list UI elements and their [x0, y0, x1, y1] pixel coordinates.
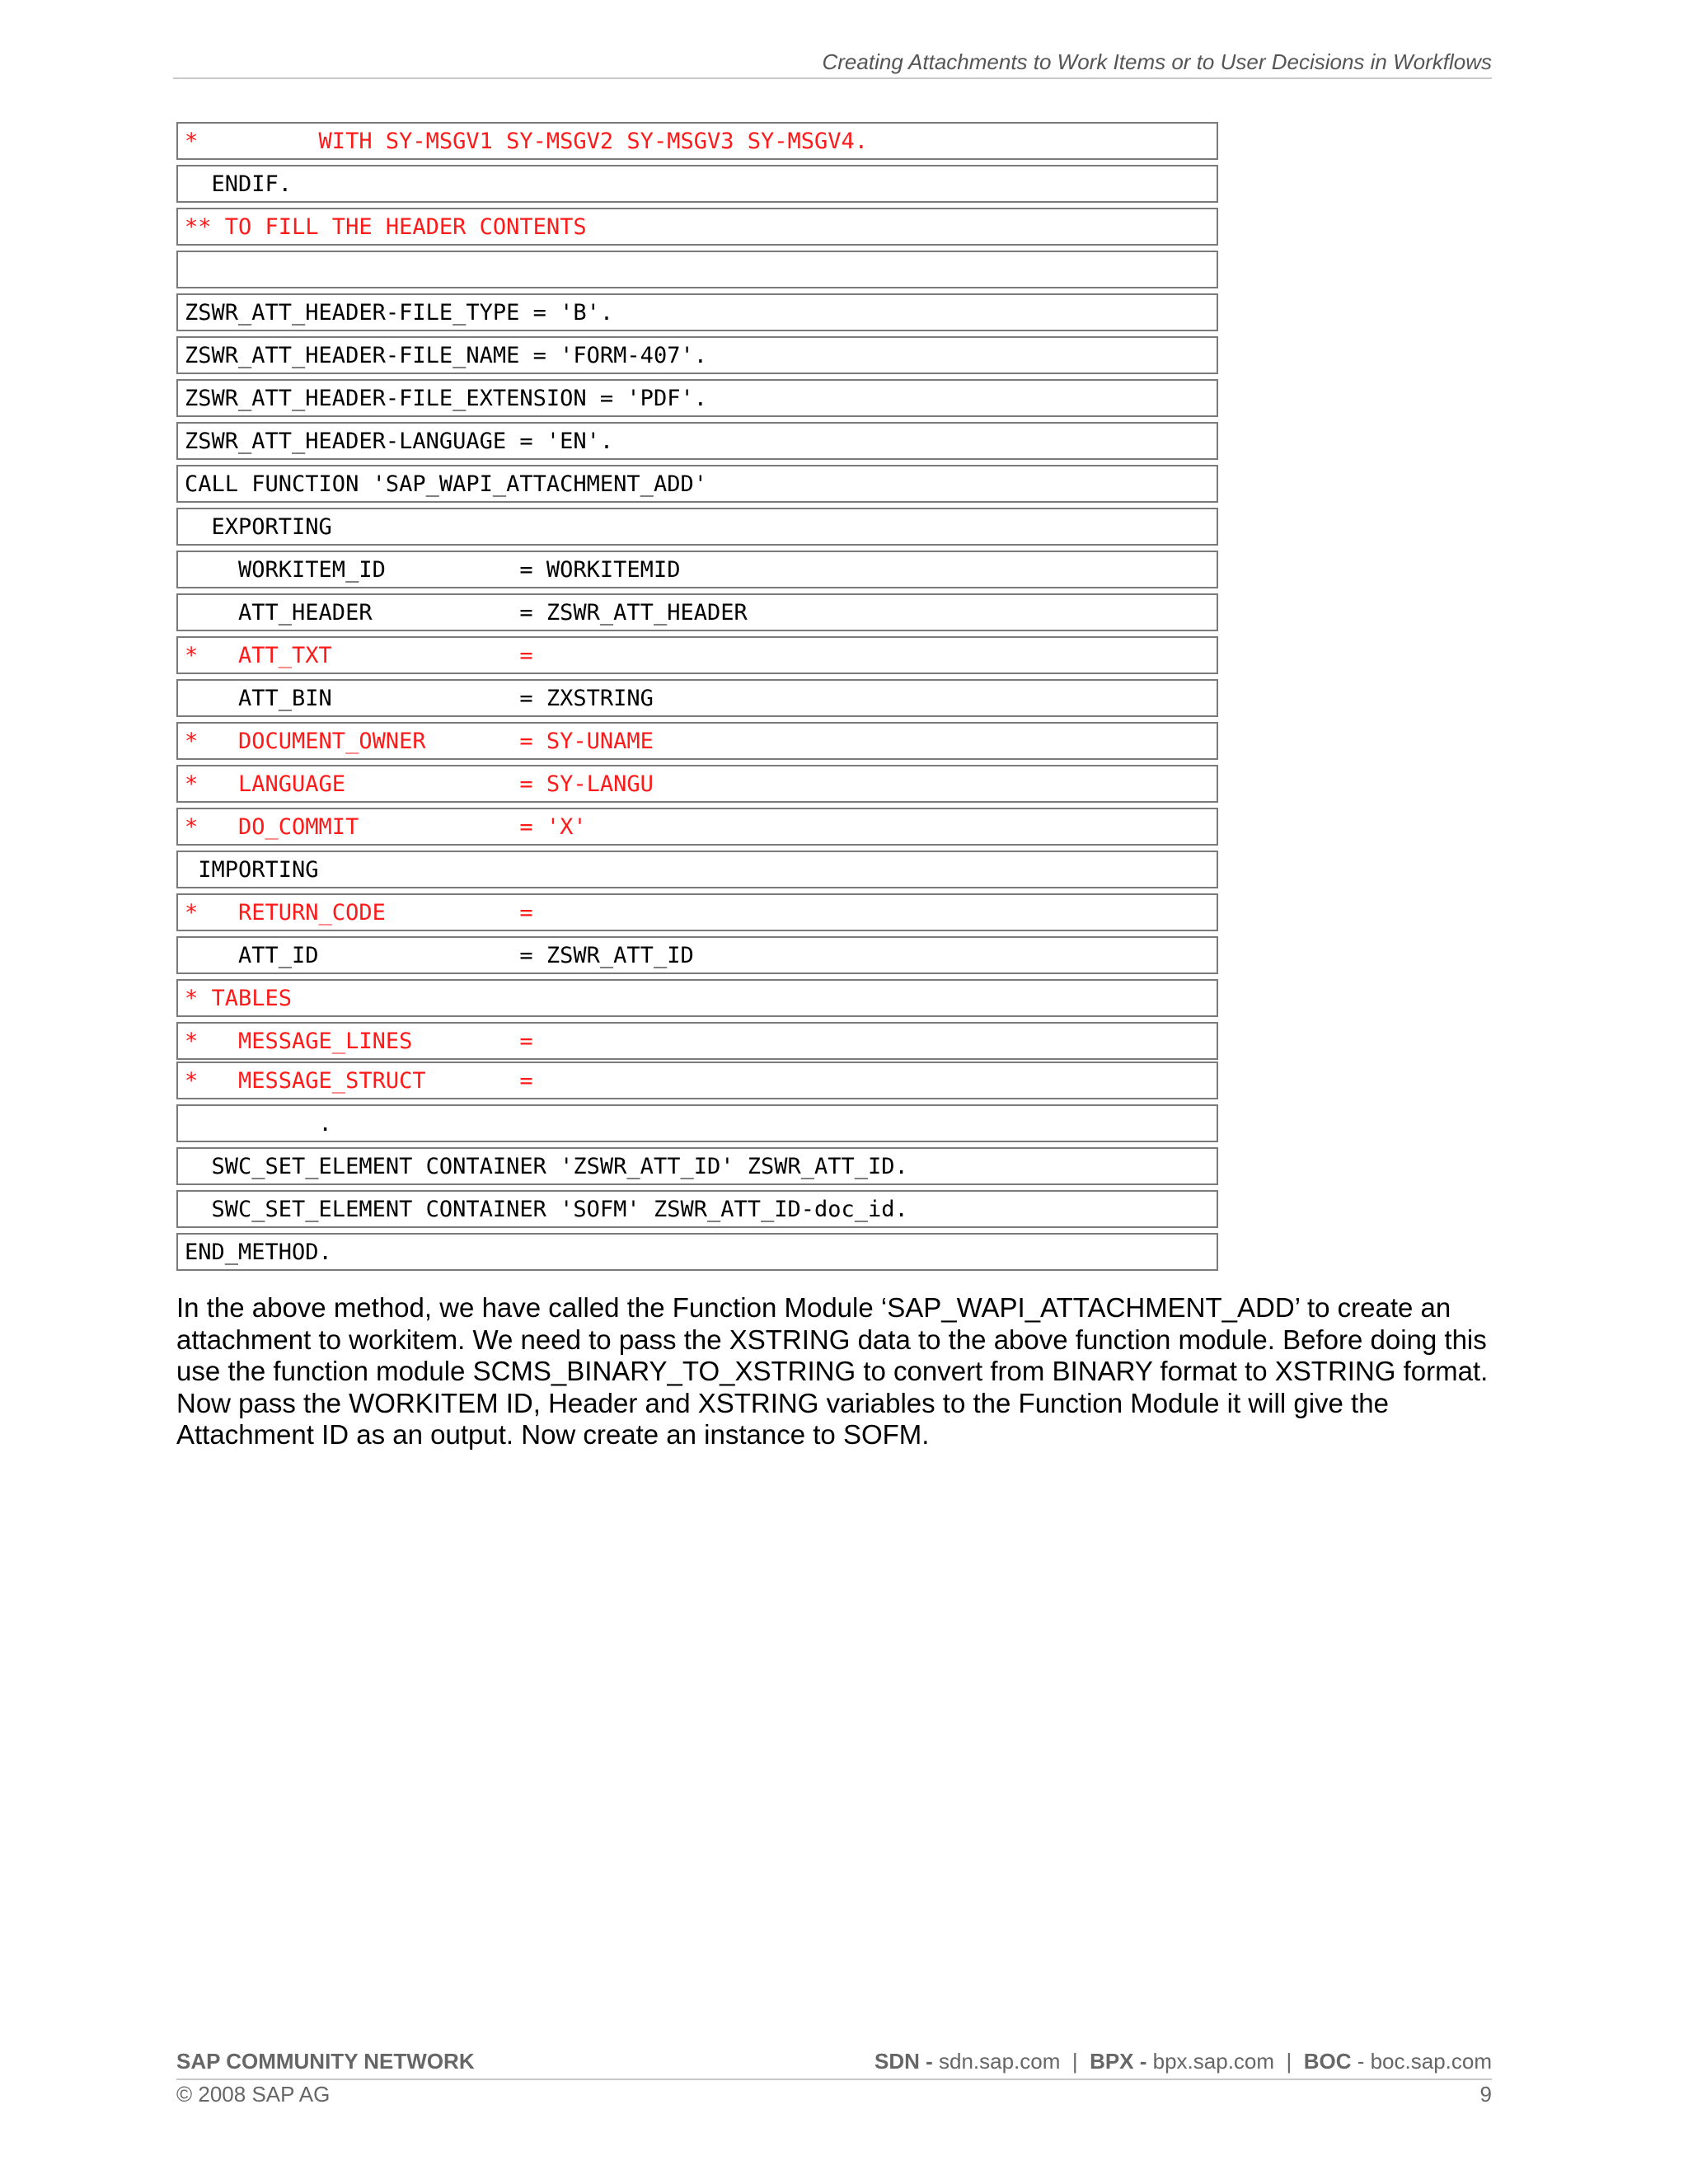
- footer-links: [874, 2049, 1492, 2074]
- code-line-text: * DOCUMENT_OWNER = SY-UNAME: [185, 729, 654, 754]
- sdn-label: SDN -: [874, 2049, 933, 2074]
- code-line-text: CALL FUNCTION 'SAP_WAPI_ATTACHMENT_ADD': [185, 471, 707, 497]
- code-line-text: * TABLES: [185, 986, 293, 1011]
- code-line-text: SWC_SET_ELEMENT CONTAINER 'SOFM' ZSWR_ATT_ID-doc_id.: [185, 1197, 908, 1222]
- code-line-text: * MESSAGE_LINES =: [185, 1029, 533, 1054]
- code-line: [176, 1147, 1218, 1185]
- code-line-text: EXPORTING: [185, 514, 332, 540]
- sdn-link[interactable]: sdn.sap.com: [932, 2049, 1061, 2074]
- code-line: [176, 122, 1218, 160]
- code-line: [176, 379, 1218, 417]
- code-line: [176, 893, 1218, 931]
- code-line-text: IMPORTING: [185, 857, 319, 883]
- code-line: [176, 593, 1218, 631]
- code-line: [176, 422, 1218, 460]
- code-line: [176, 1022, 1218, 1060]
- bpx-link[interactable]: bpx.sap.com: [1146, 2049, 1275, 2074]
- code-line-text: * MESSAGE_STRUCT =: [185, 1068, 533, 1094]
- code-line-text: * RETURN_CODE =: [185, 900, 533, 926]
- code-line-text: ENDIF.: [185, 171, 293, 197]
- code-line-text: ATT_ID = ZSWR_ATT_ID: [185, 943, 694, 968]
- code-line: [176, 465, 1218, 503]
- code-line-text: SWC_SET_ELEMENT CONTAINER 'ZSWR_ATT_ID' ZSWR_ATT_ID.: [185, 1154, 908, 1179]
- code-line-text: * LANGUAGE = SY-LANGU: [185, 771, 654, 797]
- code-line: [176, 765, 1218, 803]
- code-line: [176, 1190, 1218, 1228]
- boc-link[interactable]: - boc.sap.com: [1351, 2049, 1492, 2074]
- code-line-text: * WITH SY-MSGV1 SY-MSGV2 SY-MSGV3 SY-MSGV4.: [185, 129, 869, 154]
- code-listing: [176, 122, 1218, 1276]
- code-line: [176, 1104, 1218, 1142]
- code-line: [176, 979, 1218, 1017]
- boc-label: BOC: [1303, 2049, 1352, 2074]
- copyright: © 2008 SAP AG: [176, 2082, 331, 2107]
- code-line: [176, 636, 1218, 674]
- code-line-text: END_METHOD.: [185, 1240, 332, 1265]
- bpx-label: BPX -: [1090, 2049, 1147, 2074]
- code-line: [176, 508, 1218, 546]
- code-line-text: * DO_COMMIT = 'X': [185, 814, 587, 840]
- code-line: [176, 679, 1218, 717]
- code-line: [176, 208, 1218, 246]
- separator: |: [1060, 2049, 1090, 2074]
- code-line: [176, 808, 1218, 846]
- code-line: [176, 722, 1218, 760]
- code-line-text: .: [185, 1111, 332, 1137]
- body-paragraph: In the above method, we have called the Function Module ‘SAP_WAPI_ATTACHMENT_ADD’ to create an attachment to workitem. We need to pass the XSTRING data to the above function module. Before doing this use the function module SCMS_BINARY_TO_XSTRING to convert from BINARY format to XSTRING format. Now pass the WORKITEM ID, Header and XSTRING variables to the Function Module it will give the Attachment ID as an output. Now create an instance to SOFM.: [176, 1292, 1489, 1450]
- footer-network-name: SAP COMMUNITY NETWORK: [176, 2049, 475, 2074]
- code-line-text: ATT_HEADER = ZSWR_ATT_HEADER: [185, 600, 748, 626]
- code-line: [176, 293, 1218, 331]
- code-line: [176, 1233, 1218, 1271]
- code-line-text: ATT_BIN = ZXSTRING: [185, 686, 654, 711]
- code-line-text: ZSWR_ATT_HEADER-FILE_NAME = 'FORM-407'.: [185, 343, 707, 368]
- code-line: [176, 936, 1218, 974]
- footer-links-bar: [176, 2047, 1492, 2080]
- footer-bottom: [176, 2082, 1492, 2110]
- code-line-text: WORKITEM_ID = WORKITEMID: [185, 557, 681, 583]
- page-header: [173, 46, 1492, 79]
- code-line: [176, 1062, 1218, 1099]
- code-line-text: ** TO FILL THE HEADER CONTENTS: [185, 214, 587, 240]
- code-line-text: ZSWR_ATT_HEADER-LANGUAGE = 'EN'.: [185, 429, 614, 454]
- code-line-text: ZSWR_ATT_HEADER-FILE_EXTENSION = 'PDF'.: [185, 386, 707, 411]
- code-line-text: * ATT_TXT =: [185, 643, 533, 668]
- code-line-text: ZSWR_ATT_HEADER-FILE_TYPE = 'B'.: [185, 300, 614, 326]
- code-line: [176, 251, 1218, 288]
- code-line: [176, 165, 1218, 203]
- page-number: 9: [1479, 2082, 1492, 2107]
- document-title: Creating Attachments to Work Items or to User Decisions in Workflows: [822, 49, 1492, 74]
- code-line: [176, 551, 1218, 588]
- separator: |: [1274, 2049, 1304, 2074]
- code-line: [176, 336, 1218, 374]
- code-line: [176, 851, 1218, 888]
